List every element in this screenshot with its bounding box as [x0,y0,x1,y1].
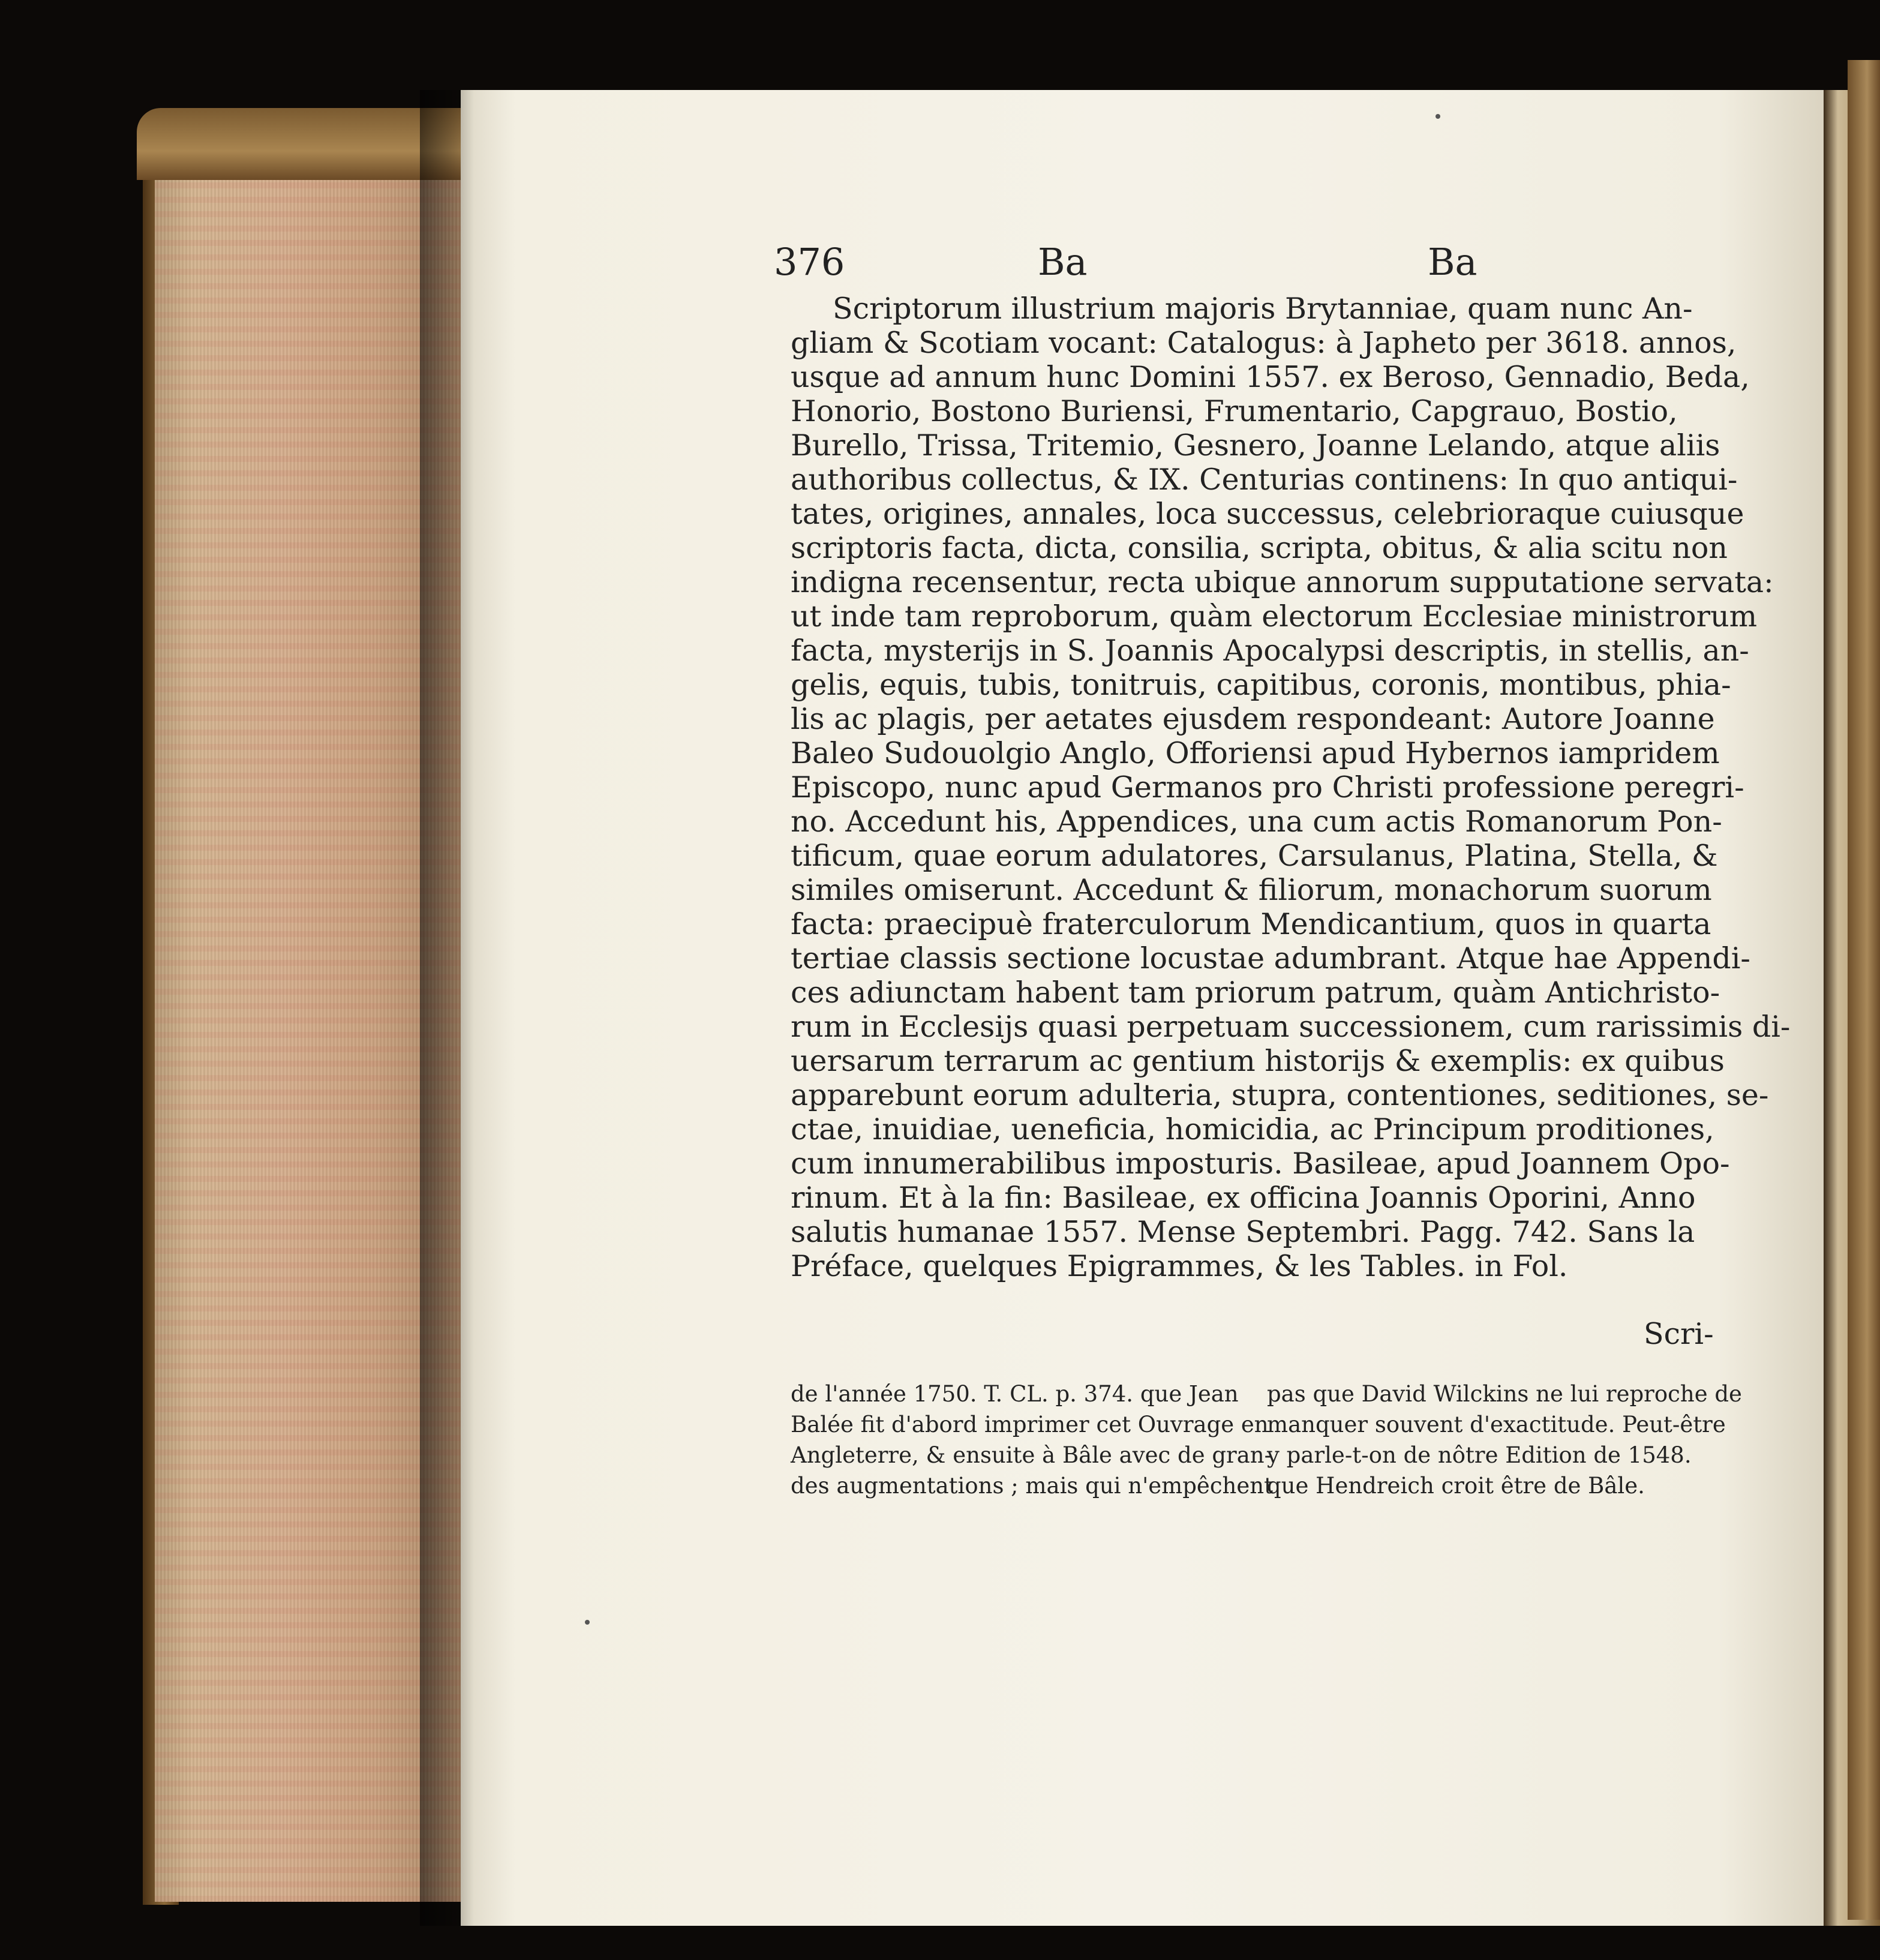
text-line: Baleo Sudouolgio Anglo, Offoriensi apud Hybernos iampridem [791,736,1720,770]
text-line: scriptoris facta, dicta, consilia, scripta, obitus, & alia scitu non [791,531,1728,565]
text-line: apparebunt eorum adulteria, stupra, contentiones, seditiones, se- [791,1078,1769,1112]
text-line: Préface, quelques Epigrammes, & les Tables. in Fol. [791,1249,1568,1283]
footnote-line: y parle-t-on de nôtre Edition de 1548. [1267,1442,1692,1468]
text-line: Episcopo, nunc apud Germanos pro Christi professione peregri- [791,770,1744,805]
text-line: Honorio, Bostono Buriensi, Frumentario, Capgrauo, Bostio, [791,394,1678,428]
main-text-block [791,292,1791,1283]
text-line: rum in Ecclesijs quasi perpetuam successionem, cum rarissimis di- [791,1010,1791,1044]
footnote-line: que Hendreich croit être de Bâle. [1267,1473,1645,1499]
running-head-right: Ba [1428,240,1477,284]
text-line: similes omiserunt. Accedunt & filiorum, monachorum suorum [791,873,1712,907]
ink-spot [585,1620,590,1625]
text-line: tertiae classis sectione locustae adumbrant. Atque hae Appendi- [791,941,1750,976]
text-line: uersarum terrarum ac gentium historijs & exemplis: ex quibus [791,1044,1725,1078]
text-line: authoribus collectus, & IX. Centurias continens: In quo antiqui- [791,463,1738,497]
footnote-line: pas que David Wilckins ne lui reproche de [1267,1381,1742,1407]
ink-spot [1435,114,1440,119]
footnote-line: Balée fit d'abord imprimer cet Ouvrage en [791,1412,1269,1437]
text-line: ces adiunctam habent tam priorum patrum, quàm Antichristo- [791,976,1720,1010]
text-line: salutis humanae 1557. Mense Septembri. Pagg. 742. Sans la [791,1215,1695,1249]
text-line: facta, mysterijs in S. Joannis Apocalypsi descriptis, in stellis, an- [791,634,1749,668]
text-line: Burello, Trissa, Tritemio, Gesnero, Joanne Lelando, atque aliis [791,428,1720,463]
footnote-line: Angleterre, & ensuite à Bâle avec de gran- [791,1442,1272,1468]
footnote-line: de l'année 1750. T. CL. p. 374. que Jean [791,1381,1239,1407]
text-line: Scriptorum illustrium majoris Brytanniae, quam nunc An- [833,292,1693,326]
text-line: cum innumerabilibus imposturis. Basileae, apud Joannem Opo- [791,1146,1730,1181]
text-line: usque ad annum hunc Domini 1557. ex Beroso, Gennadio, Beda, [791,360,1750,394]
running-head-left: Ba [1038,240,1088,284]
footnote-line: des augmentations ; mais qui n'empêchent [791,1473,1273,1499]
gutter-shadow [420,90,474,1926]
text-line: lis ac plagis, per aetates ejusdem respondeant: Autore Joanne [791,702,1715,736]
catchword: Scri- [1644,1317,1714,1351]
right-cover-board [1848,60,1880,1920]
text-line: tates, origines, annales, loca successus, celebrioraque cuiusque [791,497,1744,531]
text-line: indigna recensentur, recta ubique annorum supputatione servata: [791,565,1774,599]
text-line: no. Accedunt his, Appendices, una cum actis Romanorum Pon- [791,805,1722,839]
page-number: 376 [774,240,845,284]
footnote-left-column [791,1379,1273,1501]
text-line: tificum, quae eorum adulatores, Carsulanus, Platina, Stella, & [791,839,1718,873]
text-line: gliam & Scotiam vocant: Catalogus: à Japheto per 3618. annos, [791,326,1737,360]
text-line: ctae, inuidiae, ueneficia, homicidia, ac Principum proditiones, [791,1112,1714,1146]
text-line: gelis, equis, tubis, tonitruis, capitibus, coronis, montibus, phia- [791,668,1731,702]
text-line: facta: praecipuè fraterculorum Mendicantium, quos in quarta [791,907,1711,941]
text-line: rinum. Et à la fin: Basileae, ex officina Joannis Oporini, Anno [791,1181,1696,1215]
footnote-line: manquer souvent d'exactitude. Peut-être [1267,1412,1726,1437]
text-line: ut inde tam reproborum, quàm electorum Ecclesiae ministrorum [791,599,1758,634]
footnote-right-column [1267,1379,1741,1501]
